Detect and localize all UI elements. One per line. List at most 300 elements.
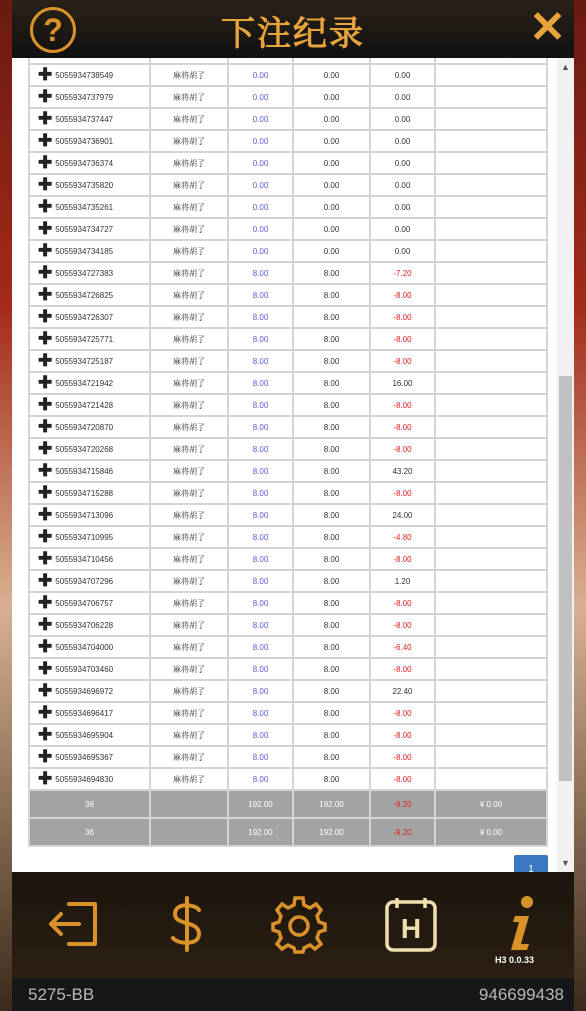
game-name-cell: 麻将胡了 bbox=[150, 350, 228, 372]
table-row bbox=[29, 482, 547, 504]
extra-cell bbox=[435, 702, 547, 724]
extra-cell bbox=[435, 218, 547, 240]
win-loss-cell: -8.00 bbox=[370, 592, 435, 614]
win-loss-cell: -8.00 bbox=[370, 416, 435, 438]
help-button[interactable]: ? bbox=[30, 7, 76, 53]
bet-records-panel[interactable] bbox=[12, 58, 574, 872]
win-loss-cell: 0.00 bbox=[370, 108, 435, 130]
extra-cell bbox=[435, 130, 547, 152]
stake-cell: 8.00 bbox=[228, 526, 293, 548]
table-row bbox=[29, 592, 547, 614]
win-loss-cell: 0.00 bbox=[370, 64, 435, 86]
account-code: 5275-BB bbox=[28, 985, 95, 1004]
expand-plus-icon[interactable]: ✚ bbox=[38, 439, 53, 458]
stake-cell: 0.00 bbox=[228, 86, 293, 108]
valid-bet-cell: 0.00 bbox=[293, 86, 370, 108]
bet-id-cell[interactable] bbox=[29, 702, 150, 724]
expand-plus-icon[interactable]: ✚ bbox=[38, 241, 53, 260]
valid-bet-cell: 8.00 bbox=[293, 570, 370, 592]
expand-plus-icon[interactable]: ✚ bbox=[38, 483, 53, 502]
bet-id: 5055934715846 bbox=[55, 467, 114, 476]
win-loss-cell: 0.00 bbox=[370, 218, 435, 240]
table-row bbox=[29, 614, 547, 636]
bet-id: 5055934736901 bbox=[55, 137, 114, 146]
bet-id-cell[interactable] bbox=[29, 328, 150, 350]
extra-cell bbox=[435, 592, 547, 614]
bet-id: 5055934696972 bbox=[55, 687, 114, 696]
bet-id-cell[interactable] bbox=[29, 526, 150, 548]
game-name-cell: 麻将胡了 bbox=[150, 460, 228, 482]
expand-plus-icon[interactable]: ✚ bbox=[38, 175, 53, 194]
bet-id-cell[interactable] bbox=[29, 372, 150, 394]
stake-cell: 8.00 bbox=[228, 416, 293, 438]
extra-cell bbox=[435, 768, 547, 790]
bet-id: 5055934695367 bbox=[55, 753, 114, 762]
game-name-cell: 麻将胡了 bbox=[150, 196, 228, 218]
bet-id-cell[interactable] bbox=[29, 196, 150, 218]
bet-id: 5055934710995 bbox=[55, 533, 114, 542]
extra-cell bbox=[435, 746, 547, 768]
game-name-cell: 麻将胡了 bbox=[150, 262, 228, 284]
bet-id-cell[interactable] bbox=[29, 746, 150, 768]
exit-icon[interactable] bbox=[42, 894, 108, 960]
summary-stake: 192.00 bbox=[228, 790, 293, 818]
game-name-cell: 麻将胡了 bbox=[150, 372, 228, 394]
expand-plus-icon[interactable]: ✚ bbox=[38, 153, 53, 172]
extra-cell bbox=[435, 262, 547, 284]
stake-cell: 8.00 bbox=[228, 570, 293, 592]
stake-cell: 8.00 bbox=[228, 284, 293, 306]
table-row bbox=[29, 174, 547, 196]
game-name-cell: 麻将胡了 bbox=[150, 526, 228, 548]
bet-id: 5055934727383 bbox=[55, 269, 114, 278]
bet-id-cell[interactable] bbox=[29, 130, 150, 152]
pagination-page-button[interactable]: 1 bbox=[514, 855, 548, 872]
valid-bet-cell: 8.00 bbox=[293, 306, 370, 328]
extra-cell bbox=[435, 64, 547, 86]
expand-plus-icon[interactable]: ✚ bbox=[38, 725, 53, 744]
summary-valid: 192.00 bbox=[293, 790, 370, 818]
history-icon[interactable] bbox=[378, 894, 444, 960]
bet-id: 5055934706757 bbox=[55, 599, 114, 608]
extra-cell bbox=[435, 636, 547, 658]
bet-id-cell[interactable] bbox=[29, 548, 150, 570]
valid-bet-cell: 8.00 bbox=[293, 768, 370, 790]
bet-id: 5055934734185 bbox=[55, 247, 114, 256]
bet-id: 5055934715288 bbox=[55, 489, 114, 498]
extra-cell bbox=[435, 174, 547, 196]
expand-plus-icon[interactable]: ✚ bbox=[38, 395, 53, 414]
bet-id-cell[interactable] bbox=[29, 724, 150, 746]
game-name-cell: 麻将胡了 bbox=[150, 746, 228, 768]
valid-bet-cell: 8.00 bbox=[293, 746, 370, 768]
bet-id-cell[interactable] bbox=[29, 570, 150, 592]
extra-cell bbox=[435, 680, 547, 702]
game-name-cell: 麻将胡了 bbox=[150, 64, 228, 86]
expand-plus-icon[interactable]: ✚ bbox=[38, 571, 53, 590]
bet-id-cell[interactable] bbox=[29, 394, 150, 416]
table-row bbox=[29, 702, 547, 724]
summary-row bbox=[29, 818, 547, 846]
bet-id: 5055934720870 bbox=[55, 423, 114, 432]
bet-id: 5055934738549 bbox=[55, 71, 114, 80]
game-name-cell: 麻将胡了 bbox=[150, 394, 228, 416]
valid-bet-cell: 0.00 bbox=[293, 196, 370, 218]
expand-plus-icon[interactable]: ✚ bbox=[38, 527, 53, 546]
footer-nav bbox=[12, 872, 574, 978]
valid-bet-cell: 8.00 bbox=[293, 416, 370, 438]
win-loss-cell: -8.00 bbox=[370, 482, 435, 504]
expand-plus-icon[interactable]: ✚ bbox=[38, 637, 53, 656]
stake-cell: 0.00 bbox=[228, 218, 293, 240]
game-name-cell: 麻将胡了 bbox=[150, 86, 228, 108]
bet-id-cell[interactable] bbox=[29, 152, 150, 174]
extra-cell bbox=[435, 548, 547, 570]
table-row bbox=[29, 504, 547, 526]
bet-id-cell[interactable] bbox=[29, 680, 150, 702]
win-loss-cell: 1.20 bbox=[370, 570, 435, 592]
stake-cell: 0.00 bbox=[228, 108, 293, 130]
bet-id-cell[interactable] bbox=[29, 658, 150, 680]
stake-cell: 8.00 bbox=[228, 702, 293, 724]
table-row bbox=[29, 284, 547, 306]
scroll-up-arrow[interactable]: ▲ bbox=[561, 62, 570, 72]
stake-cell: 8.00 bbox=[228, 658, 293, 680]
table-row bbox=[29, 526, 547, 548]
bet-id: 5055934736374 bbox=[55, 159, 114, 168]
table-row bbox=[29, 636, 547, 658]
bet-id-cell[interactable] bbox=[29, 460, 150, 482]
expand-plus-icon[interactable]: ✚ bbox=[38, 307, 53, 326]
win-loss-cell: 0.00 bbox=[370, 130, 435, 152]
game-name-cell: 麻将胡了 bbox=[150, 174, 228, 196]
extra-cell bbox=[435, 504, 547, 526]
summary-win-loss: -9.20 bbox=[370, 790, 435, 818]
background-right bbox=[574, 0, 586, 1011]
expand-plus-icon[interactable]: ✚ bbox=[38, 109, 53, 128]
expand-plus-icon[interactable]: ✚ bbox=[38, 681, 53, 700]
table-row bbox=[29, 372, 547, 394]
summary-profit: ¥ 0.00 bbox=[435, 818, 547, 846]
bet-id-cell[interactable] bbox=[29, 240, 150, 262]
extra-cell bbox=[435, 416, 547, 438]
game-name-cell: 麻将胡了 bbox=[150, 592, 228, 614]
bet-id-cell[interactable] bbox=[29, 262, 150, 284]
expand-plus-icon[interactable]: ✚ bbox=[38, 703, 53, 722]
summary-count: 36 bbox=[29, 790, 150, 818]
stake-cell: 8.00 bbox=[228, 328, 293, 350]
table-row bbox=[29, 130, 547, 152]
extra-cell bbox=[435, 196, 547, 218]
table-row bbox=[29, 416, 547, 438]
stake-cell: 8.00 bbox=[228, 482, 293, 504]
bet-records-table bbox=[28, 58, 548, 847]
valid-bet-cell: 8.00 bbox=[293, 328, 370, 350]
extra-cell bbox=[435, 152, 547, 174]
extra-cell bbox=[435, 438, 547, 460]
win-loss-cell: 0.00 bbox=[370, 174, 435, 196]
win-loss-cell: 16.00 bbox=[370, 372, 435, 394]
bet-id-cell[interactable] bbox=[29, 306, 150, 328]
table-row bbox=[29, 394, 547, 416]
history-letter: H bbox=[400, 913, 422, 944]
win-loss-cell: -8.00 bbox=[370, 746, 435, 768]
table-row bbox=[29, 196, 547, 218]
win-loss-cell: -4.80 bbox=[370, 526, 435, 548]
summary-win-loss: -9.20 bbox=[370, 818, 435, 846]
expand-plus-icon[interactable]: ✚ bbox=[38, 219, 53, 238]
game-name-cell: 麻将胡了 bbox=[150, 636, 228, 658]
extra-cell bbox=[435, 460, 547, 482]
stake-cell: 8.00 bbox=[228, 504, 293, 526]
table-row bbox=[29, 218, 547, 240]
valid-bet-cell: 8.00 bbox=[293, 438, 370, 460]
bet-id-cell[interactable] bbox=[29, 482, 150, 504]
game-name-cell: 麻将胡了 bbox=[150, 416, 228, 438]
summary-profit: ¥ 0.00 bbox=[435, 790, 547, 818]
win-loss-cell: -6.40 bbox=[370, 636, 435, 658]
expand-plus-icon[interactable]: ✚ bbox=[38, 769, 53, 788]
bet-id-cell[interactable] bbox=[29, 438, 150, 460]
valid-bet-cell: 0.00 bbox=[293, 108, 370, 130]
dollar-icon[interactable] bbox=[154, 894, 220, 960]
game-name-cell: 麻将胡了 bbox=[150, 108, 228, 130]
win-loss-cell: 22.40 bbox=[370, 680, 435, 702]
expand-plus-icon[interactable]: ✚ bbox=[38, 615, 53, 634]
valid-bet-cell: 8.00 bbox=[293, 482, 370, 504]
valid-bet-cell: 8.00 bbox=[293, 702, 370, 724]
expand-plus-icon[interactable]: ✚ bbox=[38, 505, 53, 524]
extra-cell bbox=[435, 284, 547, 306]
close-button[interactable]: ✕ bbox=[529, 3, 566, 52]
stake-cell: 8.00 bbox=[228, 438, 293, 460]
bet-id-cell[interactable] bbox=[29, 768, 150, 790]
game-name-cell: 麻将胡了 bbox=[150, 680, 228, 702]
valid-bet-cell: 0.00 bbox=[293, 130, 370, 152]
game-name-cell: 麻将胡了 bbox=[150, 768, 228, 790]
extra-cell bbox=[435, 482, 547, 504]
win-loss-cell: -8.00 bbox=[370, 548, 435, 570]
summary-empty bbox=[150, 818, 228, 846]
extra-cell bbox=[435, 570, 547, 592]
stake-cell: 0.00 bbox=[228, 174, 293, 196]
bet-id-cell[interactable] bbox=[29, 86, 150, 108]
valid-bet-cell: 0.00 bbox=[293, 218, 370, 240]
extra-cell bbox=[435, 614, 547, 636]
valid-bet-cell: 0.00 bbox=[293, 240, 370, 262]
valid-bet-cell: 0.00 bbox=[293, 174, 370, 196]
summary-row bbox=[29, 790, 547, 818]
stake-cell: 8.00 bbox=[228, 372, 293, 394]
bet-id: 5055934713096 bbox=[55, 511, 114, 520]
game-name-cell: 麻将胡了 bbox=[150, 328, 228, 350]
extra-cell bbox=[435, 306, 547, 328]
bet-id-cell[interactable] bbox=[29, 614, 150, 636]
win-loss-cell: -8.00 bbox=[370, 614, 435, 636]
valid-bet-cell: 8.00 bbox=[293, 284, 370, 306]
win-loss-cell: -8.00 bbox=[370, 724, 435, 746]
table-row bbox=[29, 460, 547, 482]
background-left bbox=[0, 0, 12, 1011]
bet-id: 5055934704000 bbox=[55, 643, 114, 652]
win-loss-cell: -8.00 bbox=[370, 702, 435, 724]
expand-plus-icon[interactable]: ✚ bbox=[38, 65, 53, 84]
info-icon[interactable] bbox=[488, 894, 554, 960]
bet-id: 5055934737447 bbox=[55, 115, 114, 124]
win-loss-cell: 43.20 bbox=[370, 460, 435, 482]
extra-cell bbox=[435, 328, 547, 350]
valid-bet-cell: 8.00 bbox=[293, 526, 370, 548]
expand-plus-icon[interactable]: ✚ bbox=[38, 131, 53, 150]
valid-bet-cell: 8.00 bbox=[293, 504, 370, 526]
valid-bet-cell: 8.00 bbox=[293, 372, 370, 394]
bet-id: 5055934721942 bbox=[55, 379, 114, 388]
summary-stake: 192.00 bbox=[228, 818, 293, 846]
table-row bbox=[29, 152, 547, 174]
expand-plus-icon[interactable]: ✚ bbox=[38, 285, 53, 304]
stake-cell: 8.00 bbox=[228, 548, 293, 570]
game-name-cell: 麻将胡了 bbox=[150, 504, 228, 526]
expand-plus-icon[interactable]: ✚ bbox=[38, 263, 53, 282]
valid-bet-cell: 0.00 bbox=[293, 64, 370, 86]
valid-bet-cell: 8.00 bbox=[293, 350, 370, 372]
win-loss-cell: -8.00 bbox=[370, 284, 435, 306]
win-loss-cell: -8.00 bbox=[370, 438, 435, 460]
expand-plus-icon[interactable]: ✚ bbox=[38, 417, 53, 436]
extra-cell bbox=[435, 724, 547, 746]
bet-id-cell[interactable] bbox=[29, 504, 150, 526]
table-row bbox=[29, 108, 547, 130]
gear-icon[interactable] bbox=[266, 894, 332, 960]
table-row bbox=[29, 548, 547, 570]
valid-bet-cell: 8.00 bbox=[293, 460, 370, 482]
bet-id-cell[interactable] bbox=[29, 108, 150, 130]
scroll-down-arrow[interactable]: ▼ bbox=[561, 858, 570, 868]
expand-plus-icon[interactable]: ✚ bbox=[38, 87, 53, 106]
table-row bbox=[29, 438, 547, 460]
table-row bbox=[29, 746, 547, 768]
stake-cell: 0.00 bbox=[228, 196, 293, 218]
stake-cell: 8.00 bbox=[228, 680, 293, 702]
table-row bbox=[29, 306, 547, 328]
extra-cell bbox=[435, 86, 547, 108]
valid-bet-cell: 8.00 bbox=[293, 614, 370, 636]
extra-cell bbox=[435, 394, 547, 416]
table-row bbox=[29, 262, 547, 284]
game-name-cell: 麻将胡了 bbox=[150, 306, 228, 328]
valid-bet-cell: 0.00 bbox=[293, 152, 370, 174]
stake-cell: 8.00 bbox=[228, 394, 293, 416]
game-name-cell: 麻将胡了 bbox=[150, 548, 228, 570]
win-loss-cell: -8.00 bbox=[370, 350, 435, 372]
extra-cell bbox=[435, 240, 547, 262]
extra-cell bbox=[435, 372, 547, 394]
bet-id-cell[interactable] bbox=[29, 592, 150, 614]
game-name-cell: 麻将胡了 bbox=[150, 658, 228, 680]
player-id: 946699438 bbox=[478, 985, 564, 1004]
table-row bbox=[29, 240, 547, 262]
win-loss-cell: 0.00 bbox=[370, 152, 435, 174]
stake-cell: 8.00 bbox=[228, 614, 293, 636]
game-name-cell: 麻将胡了 bbox=[150, 284, 228, 306]
summary-valid: 192.00 bbox=[293, 818, 370, 846]
table-row bbox=[29, 724, 547, 746]
page-title: 下注纪录 bbox=[221, 14, 365, 54]
bet-id: 5055934735820 bbox=[55, 181, 114, 190]
expand-plus-icon[interactable]: ✚ bbox=[38, 373, 53, 392]
valid-bet-cell: 8.00 bbox=[293, 680, 370, 702]
table-row bbox=[29, 768, 547, 790]
version-label: H3 0.0.33 bbox=[494, 955, 534, 965]
bet-id-cell[interactable] bbox=[29, 64, 150, 86]
summary-count: 36 bbox=[29, 818, 150, 846]
game-name-cell: 麻将胡了 bbox=[150, 614, 228, 636]
expand-plus-icon[interactable]: ✚ bbox=[38, 461, 53, 480]
game-name-cell: 麻将胡了 bbox=[150, 482, 228, 504]
game-name-cell: 麻将胡了 bbox=[150, 702, 228, 724]
stake-cell: 0.00 bbox=[228, 64, 293, 86]
expand-plus-icon[interactable]: ✚ bbox=[38, 593, 53, 612]
stake-cell: 8.00 bbox=[228, 768, 293, 790]
expand-plus-icon[interactable]: ✚ bbox=[38, 351, 53, 370]
bet-id-cell[interactable] bbox=[29, 350, 150, 372]
win-loss-cell: -8.00 bbox=[370, 306, 435, 328]
win-loss-cell: 0.00 bbox=[370, 196, 435, 218]
expand-plus-icon[interactable]: ✚ bbox=[38, 329, 53, 348]
stake-cell: 8.00 bbox=[228, 262, 293, 284]
bet-id: 5055934734727 bbox=[55, 225, 114, 234]
scrollbar-thumb[interactable] bbox=[559, 376, 572, 781]
bet-id: 5055934726825 bbox=[55, 291, 114, 300]
bet-id: 5055934710456 bbox=[55, 555, 114, 564]
bet-id-cell[interactable] bbox=[29, 218, 150, 240]
bet-id-cell[interactable] bbox=[29, 636, 150, 658]
win-loss-cell: 0.00 bbox=[370, 240, 435, 262]
bet-id-cell[interactable] bbox=[29, 174, 150, 196]
bet-id: 5055934703460 bbox=[55, 665, 114, 674]
table-row bbox=[29, 328, 547, 350]
bet-id: 5055934706228 bbox=[55, 621, 114, 630]
valid-bet-cell: 8.00 bbox=[293, 636, 370, 658]
bet-id: 5055934694830 bbox=[55, 775, 114, 784]
win-loss-cell: -8.00 bbox=[370, 768, 435, 790]
stake-cell: 8.00 bbox=[228, 636, 293, 658]
win-loss-cell: -7.20 bbox=[370, 262, 435, 284]
table-row bbox=[29, 350, 547, 372]
bet-id-cell[interactable] bbox=[29, 284, 150, 306]
expand-plus-icon[interactable]: ✚ bbox=[38, 747, 53, 766]
valid-bet-cell: 8.00 bbox=[293, 724, 370, 746]
valid-bet-cell: 8.00 bbox=[293, 548, 370, 570]
stake-cell: 0.00 bbox=[228, 152, 293, 174]
table-row bbox=[29, 64, 547, 86]
expand-plus-icon[interactable]: ✚ bbox=[38, 659, 53, 678]
expand-plus-icon[interactable]: ✚ bbox=[38, 197, 53, 216]
status-bar bbox=[12, 978, 574, 1011]
stake-cell: 0.00 bbox=[228, 130, 293, 152]
scrollbar[interactable] bbox=[557, 58, 574, 872]
win-loss-cell: -8.00 bbox=[370, 658, 435, 680]
bet-id-cell[interactable] bbox=[29, 416, 150, 438]
extra-cell bbox=[435, 658, 547, 680]
stake-cell: 8.00 bbox=[228, 746, 293, 768]
stake-cell: 8.00 bbox=[228, 592, 293, 614]
expand-plus-icon[interactable]: ✚ bbox=[38, 549, 53, 568]
header-bar bbox=[12, 0, 574, 58]
valid-bet-cell: 8.00 bbox=[293, 592, 370, 614]
bet-id: 5055934726307 bbox=[55, 313, 114, 322]
bet-id: 5055934695904 bbox=[55, 731, 114, 740]
